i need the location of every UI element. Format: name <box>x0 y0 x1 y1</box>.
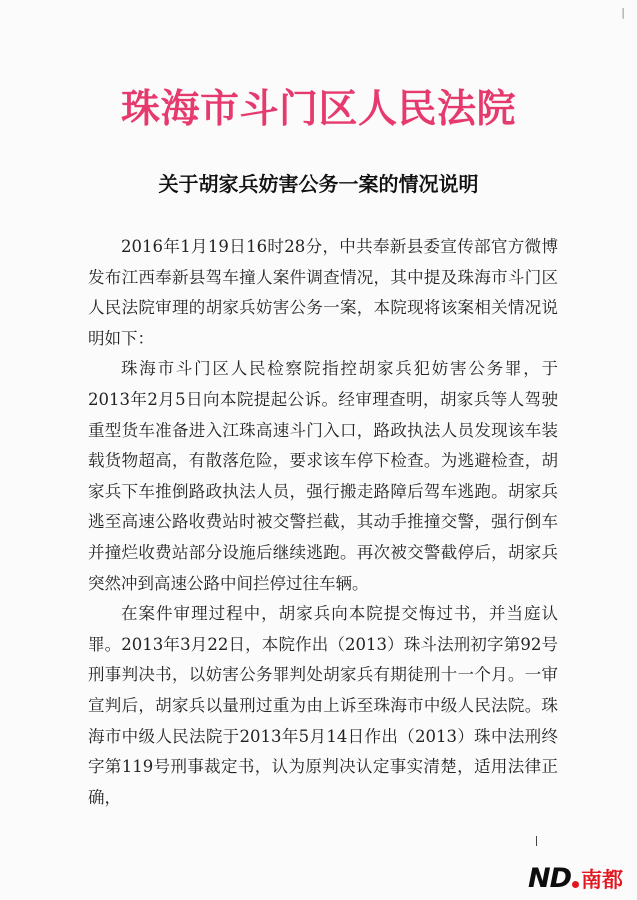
document-title: 关于胡家兵妨害公务一案的情况说明 <box>158 172 479 196</box>
watermark-dot-icon <box>572 881 579 888</box>
nandu-watermark <box>528 863 623 894</box>
paragraph: 2016年1月19日16时28分，中共奉新县委宣传部官方微博发布江西奉新县驾车撞人案件调查情况，其中提及珠海市斗门区人民法院审理的胡家兵妨害公务一案，本院现将该案相关情况说明如下： <box>88 237 558 348</box>
watermark-text: 南都 <box>581 867 623 892</box>
corner-mark: | <box>621 6 625 19</box>
watermark-logo: ND <box>527 863 571 894</box>
page-mark <box>536 836 537 846</box>
paragraph: 在案件审理过程中，胡家兵向本院提交悔过书，并当庭认罪。2013年3月22日，本院作出（2013）珠斗法刑初字第92号刑事判决书，以妨害公务罪判处胡家兵有期徒刑十一个月。一审宣判后，胡家兵以量刑过重为由上诉至珠海市中级人民法院。珠海市中级人民法院于2013年5月14日作出（2013）珠中法刑终字第119号刑事裁定书，认为原判决认定事实清楚，适用法律正确， <box>88 604 558 807</box>
document-body <box>88 232 558 813</box>
court-header: 珠海市斗门区人民法院 <box>120 86 516 132</box>
paragraph: 珠海市斗门区人民检察院指控胡家兵犯妨害公务罪，于2013年2月5日向本院提起公诉。经审理查明，胡家兵等人驾驶重型货车准备进入江珠高速斗门入口，路政执法人员发现该车装载货物超高，有散落危险，要求该车停下检查。为逃避检查，胡家兵下车推倒路政执法人员，强行搬走路障后驾车逃跑。胡家兵逃至高速公路收费站时被交警拦截，其动手推撞交警，强行倒车并撞烂收费站部分设施后继续逃跑。再次被交警截停后，胡家兵突然冲到高速公路中间拦停过往车辆。 <box>88 359 558 593</box>
